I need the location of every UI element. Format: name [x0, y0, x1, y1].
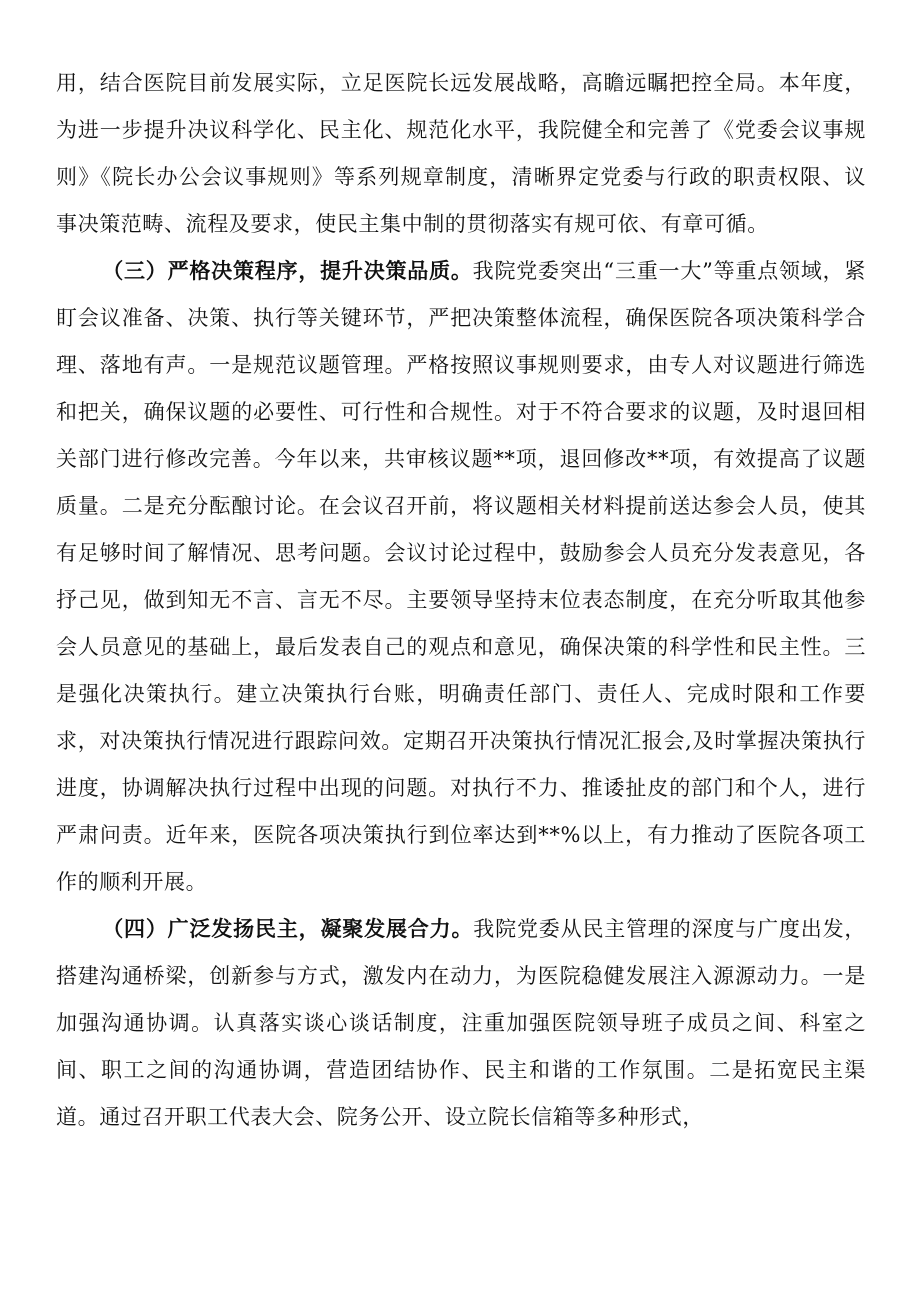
paragraph-text: 我院党委突出“三重一大”等重点领域，紧盯会议准备、决策、执行等关键环节，严把决策整体流程，确保医院各项决策科学合理、落地有声。一是规范议题管理。严格按照议事规则要求，由专人对议题进行筛选和把关，确保议题的必要性、可行性和合规性。对于不符合要求的议题，及时退回相关部门进行修改完善。今年以来，共审核议题**项，退回修改**项，有效提高了议题质量。二是充分酝酿讨论。在会议召开前，将议题相关材料提前送达参会人员，使其有足够时间了解情况、思考问题。会议讨论过程中，鼓励参会人员充分发表意见，各抒己见，做到知无不言、言无不尽。主要领导坚持末位表态制度，在充分听取其他参会人员意见的基础上，最后发表自己的观点和意见，确保决策的科学性和民主性。三是强化决策执行。建立决策执行台账，明确责任部门、责任人、完成时限和工作要求，对决策执行情况进行跟踪问效。定期召开决策执行情况汇报会,及时掌握决策执行进度，协调解决执行过程中出现的问题。对执行不力、推诿扯皮的部门和个人，进行严肃问责。近年来，医院各项决策执行到位率达到**%以上，有力推动了医院各项工作的顺利开展。	[56, 259, 867, 894]
section-4-heading: （四）广泛发扬民主，凝聚发展合力。	[102, 917, 474, 941]
paragraph-text: 用，结合医院目前发展实际，立足医院长远发展战略，高瞻远瞩把控全局。本年度，为进一步提升决议科学化、民主化、规范化水平，我院健全和完善了《党委会议事规则》《院长办公会议事规则》等系列规章制度，清晰界定党委与行政的职责权限、议事决策范畴、流程及要求，使民主集中制的贯彻落实有规可依、有章可循。	[56, 71, 866, 236]
paragraph-text: 我院党委从民主管理的深度与广度出发，搭建沟通桥梁，创新参与方式，激发内在动力，为医院稳健发展注入源源动力。一是加强沟通协调。认真落实谈心谈话制度，注重加强医院领导班子成员之间、科室之间、职工之间的沟通协调，营造团结协作、民主和谐的工作氛围。二是拓宽民主渠道。通过召开职工代表大会、院务公开、设立院长信箱等多种形式，	[56, 917, 866, 1129]
document-body	[56, 60, 866, 1141]
paragraph-continuation	[56, 60, 866, 248]
paragraph-section-3	[56, 248, 866, 906]
section-3-heading: （三）严格决策程序，提升决策品质。	[102, 259, 473, 283]
paragraph-section-4	[56, 906, 866, 1141]
